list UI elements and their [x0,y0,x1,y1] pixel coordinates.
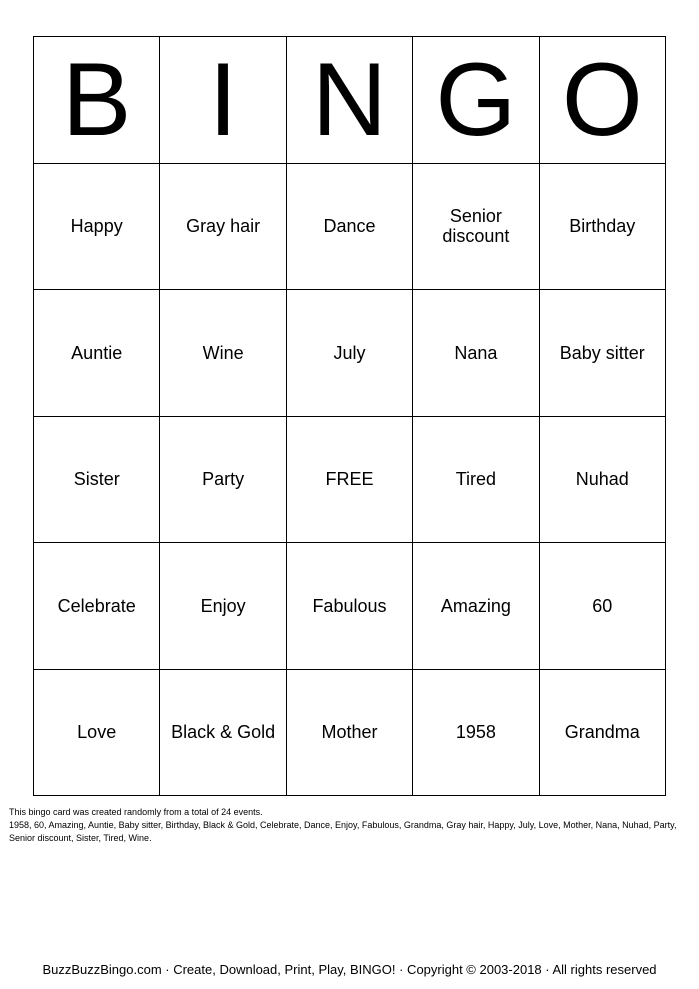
card-info [9,806,693,845]
bingo-row [34,669,666,796]
bingo-cell [160,163,286,290]
cell-text: Dance [323,216,376,237]
cell-text: Auntie [71,342,123,363]
bingo-cell [34,669,160,796]
bingo-row [34,163,666,290]
bingo-cell [413,163,539,290]
cell-text: Mother [321,722,378,743]
bingo-cell [413,290,539,417]
bingo-cell [413,669,539,796]
bingo-card [33,36,666,796]
bingo-header-row [34,37,666,164]
header-letter-o: O [539,37,665,164]
bingo-cell [34,290,160,417]
cell-text: Senior discount [442,206,510,247]
bingo-cell [160,543,286,670]
cell-text: Amazing [440,595,511,616]
header-letter-g: G [413,37,539,164]
bingo-row [34,543,666,670]
bingo-cell [286,290,412,417]
cell-text: Happy [70,216,123,237]
bingo-row [34,290,666,417]
bingo-cell [160,416,286,543]
bingo-cell [539,669,665,796]
free-space-cell [286,416,412,543]
cell-text: Celebrate [57,595,136,616]
bingo-cell [34,163,160,290]
cell-text: Baby sitter [559,342,645,363]
bingo-cell [160,290,286,417]
cell-text: Fabulous [312,595,387,616]
cell-text: July [333,342,366,363]
bingo-cell [160,669,286,796]
bingo-cell [286,163,412,290]
cell-text: Wine [202,342,244,363]
cell-text: Love [77,722,117,743]
bingo-cell [539,163,665,290]
cell-text: Gray hair [186,216,261,237]
bingo-cell [34,543,160,670]
cell-text: Nuhad [575,469,629,490]
bingo-cell [539,543,665,670]
cell-text: Tired [455,469,497,490]
cell-text: 1958 [455,722,496,743]
footer-copyright: BuzzBuzzBingo.com · Create, Download, Print, Play, BINGO! · Copyright © 2003-2018 · All rights reserved [42,962,657,977]
bingo-cell [413,543,539,670]
header-letter-i: I [160,37,286,164]
cell-text: Sister [73,469,120,490]
header-letter-b: B [34,37,160,164]
info-event-list: 1958, 60, Amazing, Auntie, Baby sitter, Birthday, Black & Gold, Celebrate, Dance, Enjoy, Fabulous, Grandma, Gray hair, Happy, July, Love, Mother, Nana, Nuhad, Party, Senior discount, Sister, Tired, Wine. [9,820,677,843]
header-letter-n: N [286,37,412,164]
bingo-cell [539,290,665,417]
cell-text: FREE [325,469,374,490]
cell-text: Grandma [564,722,640,743]
cell-text: Enjoy [200,595,246,616]
bingo-cell [413,416,539,543]
info-summary: This bingo card was created randomly from a total of 24 events. [9,807,263,817]
bingo-cell [34,416,160,543]
bingo-cell [539,416,665,543]
cell-text: Nana [454,342,498,363]
cell-text: Birthday [569,216,636,237]
cell-text: Black & Gold [171,722,276,743]
bingo-row [34,416,666,543]
bingo-cell [286,669,412,796]
cell-text: 60 [592,595,613,616]
cell-text: Party [202,469,245,490]
bingo-cell [286,543,412,670]
